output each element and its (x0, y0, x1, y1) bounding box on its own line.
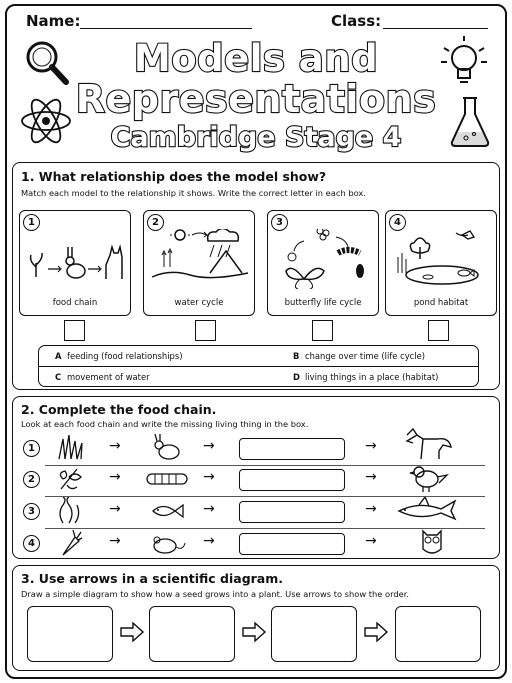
bird-icon (409, 463, 449, 493)
option-a: A feeding (food relationships) (55, 351, 183, 361)
title-line-2: Representations (75, 77, 437, 121)
answer-box-1[interactable] (64, 320, 85, 341)
options-divider (39, 366, 478, 367)
diagram-box-1[interactable] (27, 606, 113, 662)
owl-icon (419, 527, 445, 557)
carrot-icon (59, 529, 83, 557)
food-chain-icon (26, 229, 126, 289)
section-3-instruction: Draw a simple diagram to show how a seed grows into a plant. Use arrows to show the order. (21, 589, 410, 599)
arrow: → (365, 469, 377, 485)
arrow: → (109, 469, 121, 485)
arrow: → (203, 438, 215, 454)
model-number: 4 (389, 214, 406, 231)
row-number: 2 (23, 471, 40, 488)
option-d: D living things in a place (habitat) (293, 372, 439, 382)
right-arrow-icon (241, 622, 267, 642)
row-number: 3 (23, 503, 40, 520)
right-arrow-icon (119, 622, 145, 642)
diagram-box-4[interactable] (395, 606, 481, 662)
model-card-butterfly-life-cycle (267, 210, 379, 316)
arrow: → (203, 469, 215, 485)
atom-icon (18, 93, 74, 149)
section-scientific-diagram (12, 565, 500, 671)
section-2-title: 2. Complete the food chain. (21, 402, 217, 417)
diagram-box-2[interactable] (149, 606, 235, 662)
answer-options (38, 345, 479, 387)
model-card-pond-habitat (385, 210, 497, 316)
title-line-1: Models and (133, 37, 379, 80)
answer-field-row-4[interactable] (239, 533, 345, 555)
model-number: 2 (147, 214, 164, 231)
model-number: 1 (23, 214, 40, 231)
name-label: Name: (26, 12, 81, 30)
butterfly-life-cycle-icon (274, 229, 374, 289)
answer-box-4[interactable] (428, 320, 449, 341)
right-arrow-icon (363, 622, 389, 642)
grass-icon (55, 433, 85, 461)
water-cycle-icon (150, 229, 250, 289)
section-1-title: 1. What relationship does the model show? (21, 169, 327, 184)
section-1-instruction: Match each model to the relationship it shows. Write the correct letter in each box. (21, 188, 366, 198)
model-card-water-cycle (143, 210, 255, 316)
answer-field-row-3[interactable] (239, 501, 345, 523)
class-field[interactable] (383, 28, 488, 29)
section-relationships (12, 162, 500, 390)
leaf-icon (55, 465, 85, 493)
section-food-chain (12, 396, 500, 559)
name-field[interactable] (80, 28, 252, 29)
arrow: → (203, 533, 215, 549)
arrow: → (109, 501, 121, 517)
option-c: C movement of water (55, 372, 150, 382)
row-number: 4 (23, 535, 40, 552)
flask-icon (446, 94, 494, 150)
arrow: → (109, 438, 121, 454)
title-line-3: Cambridge Stage 4 (110, 122, 402, 153)
model-caption: butterfly life cycle (284, 298, 362, 308)
arrow: → (365, 533, 377, 549)
model-number: 3 (271, 214, 288, 231)
section-3-title: 3. Use arrows in a scientific diagram. (21, 571, 284, 586)
answer-box-3[interactable] (312, 320, 333, 341)
caterpillar-icon (145, 471, 189, 487)
class-label: Class: (331, 12, 382, 30)
fox-icon (403, 427, 453, 461)
answer-field-row-2[interactable] (239, 469, 345, 491)
diagram-box-3[interactable] (271, 606, 357, 662)
shark-icon (397, 497, 457, 523)
model-card-food-chain (19, 210, 131, 316)
pond-habitat-icon (392, 229, 492, 289)
arrow: → (203, 501, 215, 517)
model-caption: water cycle (174, 298, 224, 308)
mouse-icon (147, 533, 187, 555)
fish-icon (149, 502, 185, 520)
magnifier-icon (22, 38, 72, 90)
section-2-instruction: Look at each food chain and write the missing living thing in the box. (21, 419, 309, 429)
answer-box-2[interactable] (195, 320, 216, 341)
model-caption: pond habitat (413, 298, 469, 308)
lightbulb-icon (438, 32, 492, 88)
arrow: → (109, 533, 121, 549)
answer-field-row-1[interactable] (239, 438, 345, 460)
row-number: 1 (23, 440, 40, 457)
seaweed-icon (55, 497, 85, 525)
arrow: → (365, 438, 377, 454)
option-b: B change over time (life cycle) (293, 351, 426, 361)
model-caption: food chain (52, 298, 98, 308)
rabbit-icon (149, 433, 183, 461)
arrow: → (365, 501, 377, 517)
